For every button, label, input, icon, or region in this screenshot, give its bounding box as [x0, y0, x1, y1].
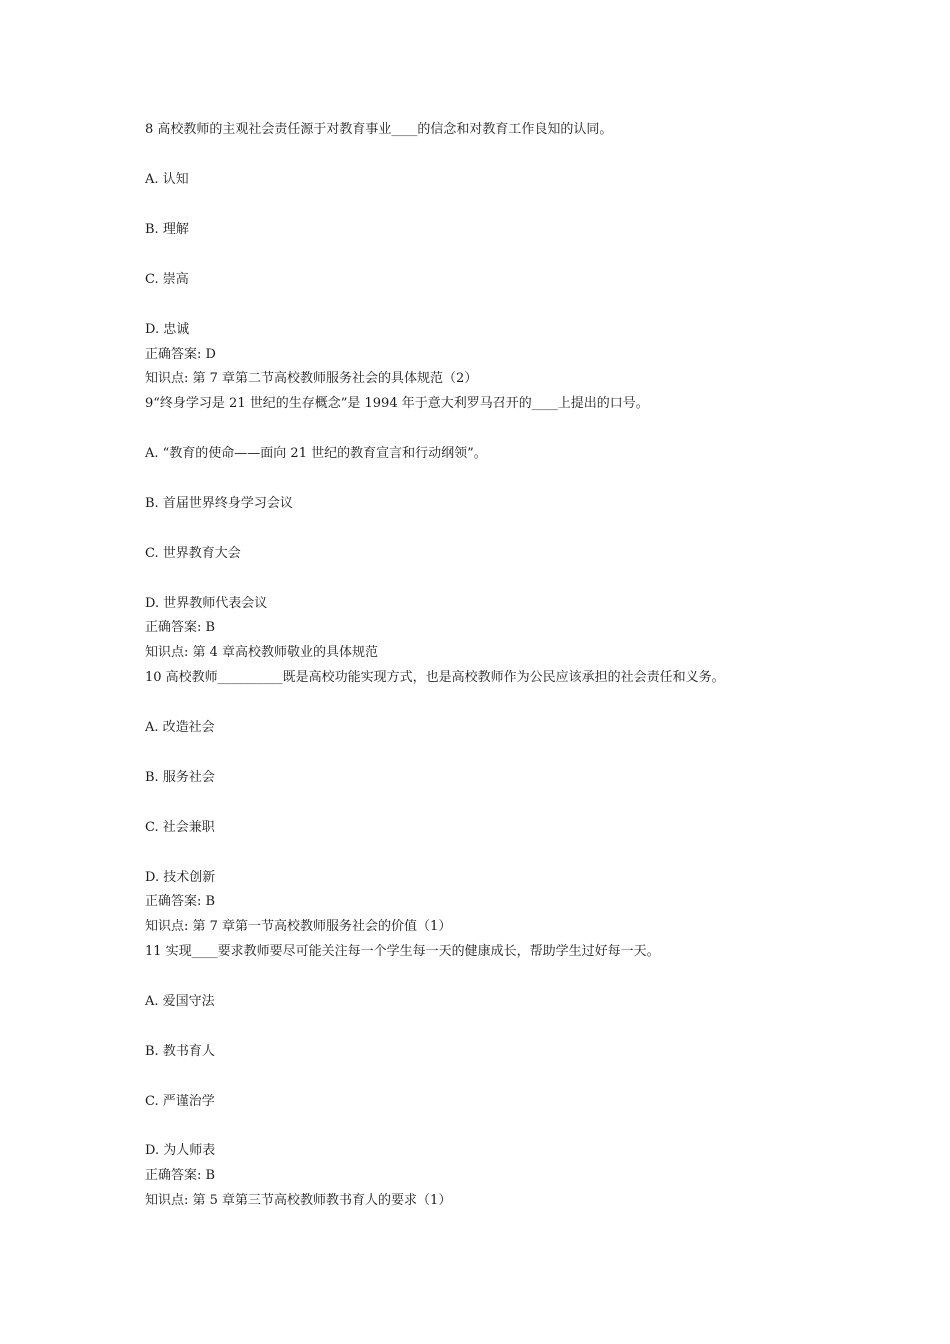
option-a: A. 认知 — [145, 172, 189, 187]
correct-answer: 正确答案: D — [145, 347, 216, 362]
knowledge-point: 知识点: 第 7 章第二节高校教师服务社会的具体规范（2） — [145, 371, 478, 386]
correct-answer: 正确答案: B — [145, 894, 216, 909]
question-stem: 9“终身学习是 21 世纪的生存概念”是 1994 年于意大利罗马召开的____上提出的口号。 — [145, 396, 649, 411]
option-b: B. 教书育人 — [145, 1044, 215, 1059]
option-d: D. 忠诚 — [145, 322, 190, 337]
correct-answer: 正确答案: B — [145, 1168, 216, 1183]
option-c: C. 世界教育大会 — [145, 546, 241, 561]
option-b: B. 理解 — [145, 222, 189, 237]
option-d: D. 技术创新 — [145, 870, 216, 885]
option-c: C. 严谨治学 — [145, 1094, 215, 1109]
option-a: A. “教育的使命——面向 21 世纪的教育宣言和行动纲领”。 — [145, 446, 487, 461]
option-a: A. 改造社会 — [145, 720, 215, 735]
correct-answer: 正确答案: B — [145, 620, 216, 635]
option-c: C. 社会兼职 — [145, 820, 215, 835]
option-a: A. 爱国守法 — [145, 994, 215, 1009]
question-stem: 8 高校教师的主观社会责任源于对教育事业____的信念和对教育工作良知的认同。 — [145, 122, 613, 137]
knowledge-point: 知识点: 第 5 章第三节高校教师教书育人的要求（1） — [145, 1193, 452, 1208]
option-b: B. 首届世界终身学习会议 — [145, 496, 293, 511]
knowledge-point: 知识点: 第 7 章第一节高校教师服务社会的价值（1） — [145, 919, 452, 934]
question-stem: 11 实现____要求教师要尽可能关注每一个学生每一天的健康成长，帮助学生过好每一天。 — [145, 944, 660, 959]
question-stem: 10 高校教师__________既是高校功能实现方式，也是高校教师作为公民应该承担的社会责任和义务。 — [145, 670, 725, 685]
option-d: D. 世界教师代表会议 — [145, 596, 268, 611]
knowledge-point: 知识点: 第 4 章高校教师敬业的具体规范 — [145, 645, 379, 660]
option-c: C. 崇高 — [145, 272, 189, 287]
option-b: B. 服务社会 — [145, 770, 215, 785]
option-d: D. 为人师表 — [145, 1143, 216, 1158]
